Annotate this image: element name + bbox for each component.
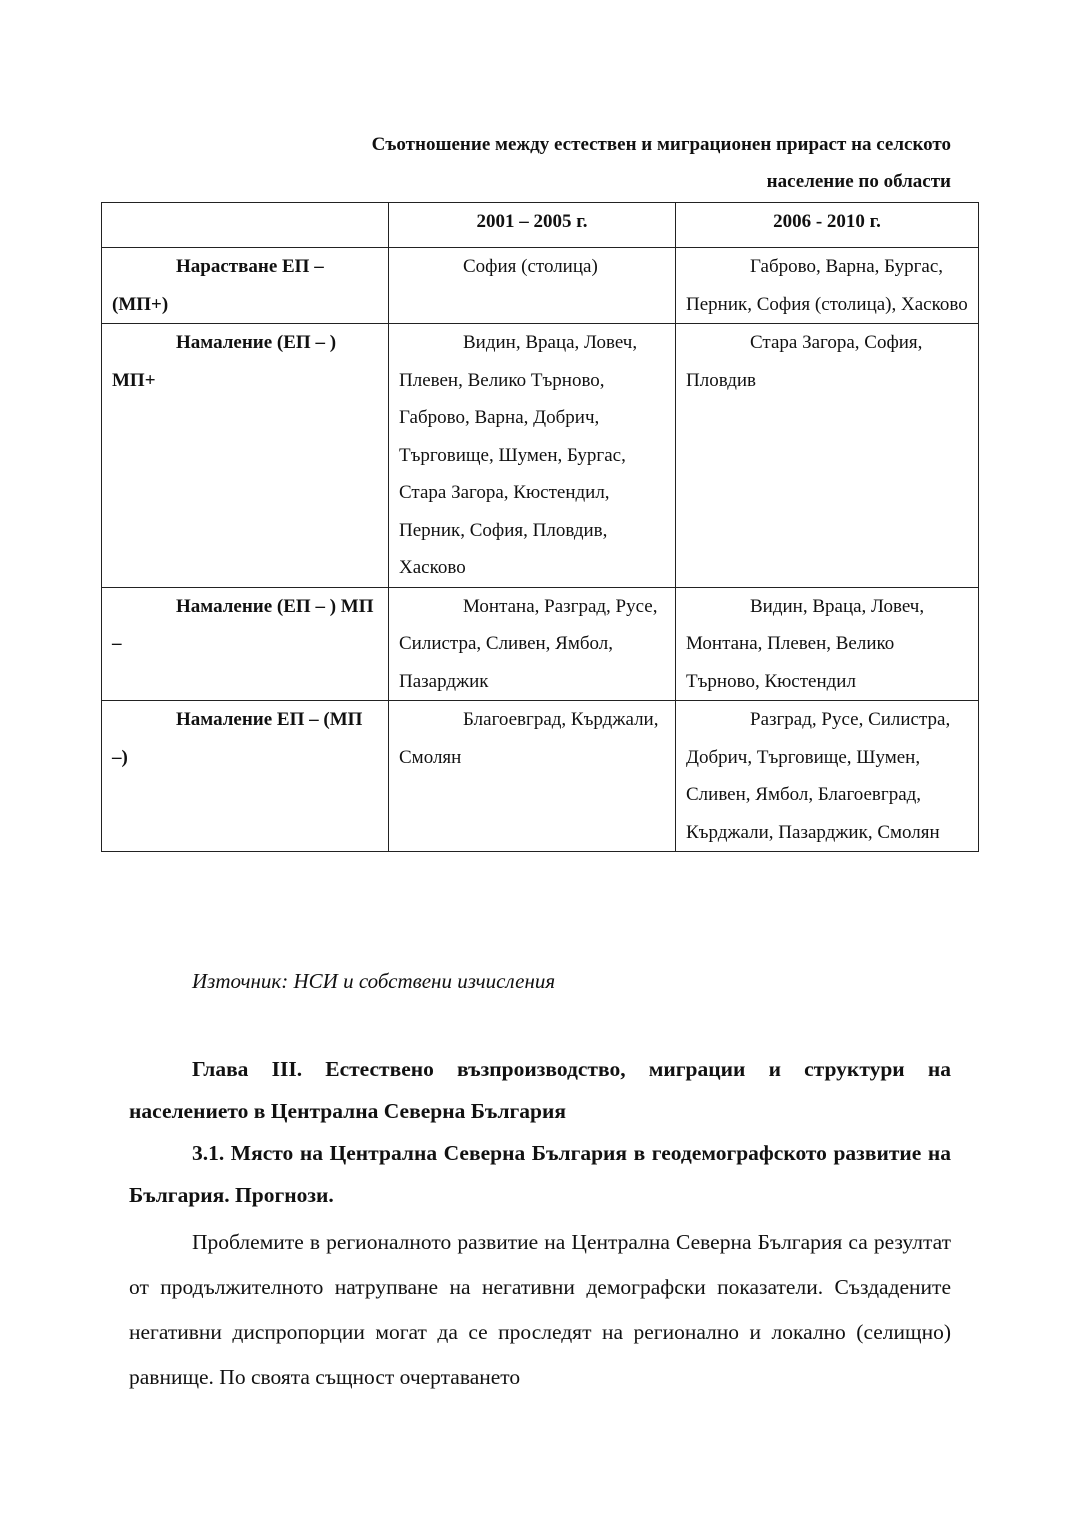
rural-population-growth-table bbox=[101, 202, 979, 852]
table-caption bbox=[191, 126, 951, 200]
cell-2001-2005: София (столица) bbox=[389, 248, 676, 324]
table-row bbox=[102, 701, 979, 852]
table-row bbox=[102, 248, 979, 324]
row-label: Намаление ЕП – (МП –) bbox=[102, 701, 389, 852]
cell-2006-2010: Видин, Враца, Ловеч, Монтана, Плевен, Велико Търново, Кюстендил bbox=[676, 587, 979, 701]
table-caption-line-2: население по области bbox=[766, 171, 951, 192]
table-header-empty bbox=[102, 203, 389, 248]
table-row bbox=[102, 587, 979, 701]
cell-2006-2010: Габрово, Варна, Бургас, Перник, София (столица), Хасково bbox=[676, 248, 979, 324]
section-heading: 3.1. Място на Централна Северна България в геодемографското развитие на България. Прогнози. bbox=[129, 1141, 951, 1207]
row-label: Нарастване ЕП – (МП+) bbox=[102, 248, 389, 324]
chapter-heading: Глава III. Естествено възпроизводство, миграции и структури на населението в Централна Северна България bbox=[129, 1057, 951, 1123]
document-body bbox=[129, 1048, 951, 1400]
cell-2001-2005: Видин, Враца, Ловеч, Плевен, Велико Търново, Габрово, Варна, Добрич, Търговище, Шумен, Бургас, Стара Загора, Кюстендил, Перник, София, Пловдив, Хасково bbox=[389, 324, 676, 588]
table-caption-line-1: Съотношение между естествен и миграционен прираст на селското bbox=[371, 134, 951, 155]
table-header-2006-2010: 2006 - 2010 г. bbox=[676, 203, 979, 248]
row-label: Намаление (ЕП – ) МП+ bbox=[102, 324, 389, 588]
cell-2001-2005: Благоевград, Кърджали, Смолян bbox=[389, 701, 676, 852]
body-paragraph: Проблемите в регионалното развитие на Централна Северна България са резултат от продължителното натрупване на негативни демографски показатели. Създадените негативни диспропорции могат да се проследят на регионално и локално (селищно) равнище. По своята същност очертаването bbox=[129, 1230, 951, 1389]
row-label: Намаление (ЕП – ) МП – bbox=[102, 587, 389, 701]
table-header-row bbox=[102, 203, 979, 248]
table-row bbox=[102, 324, 979, 588]
cell-2001-2005: Монтана, Разград, Русе, Силистра, Сливен, Ямбол, Пазарджик bbox=[389, 587, 676, 701]
cell-2006-2010: Разград, Русе, Силистра, Добрич, Търговище, Шумен, Сливен, Ямбол, Благоевград, Кърджали, Пазарджик, Смолян bbox=[676, 701, 979, 852]
table-header-2001-2005: 2001 – 2005 г. bbox=[389, 203, 676, 248]
table-source-note: Източник: НСИ и собствени изчисления bbox=[192, 969, 556, 993]
cell-2006-2010: Стара Загора, София, Пловдив bbox=[676, 324, 979, 588]
